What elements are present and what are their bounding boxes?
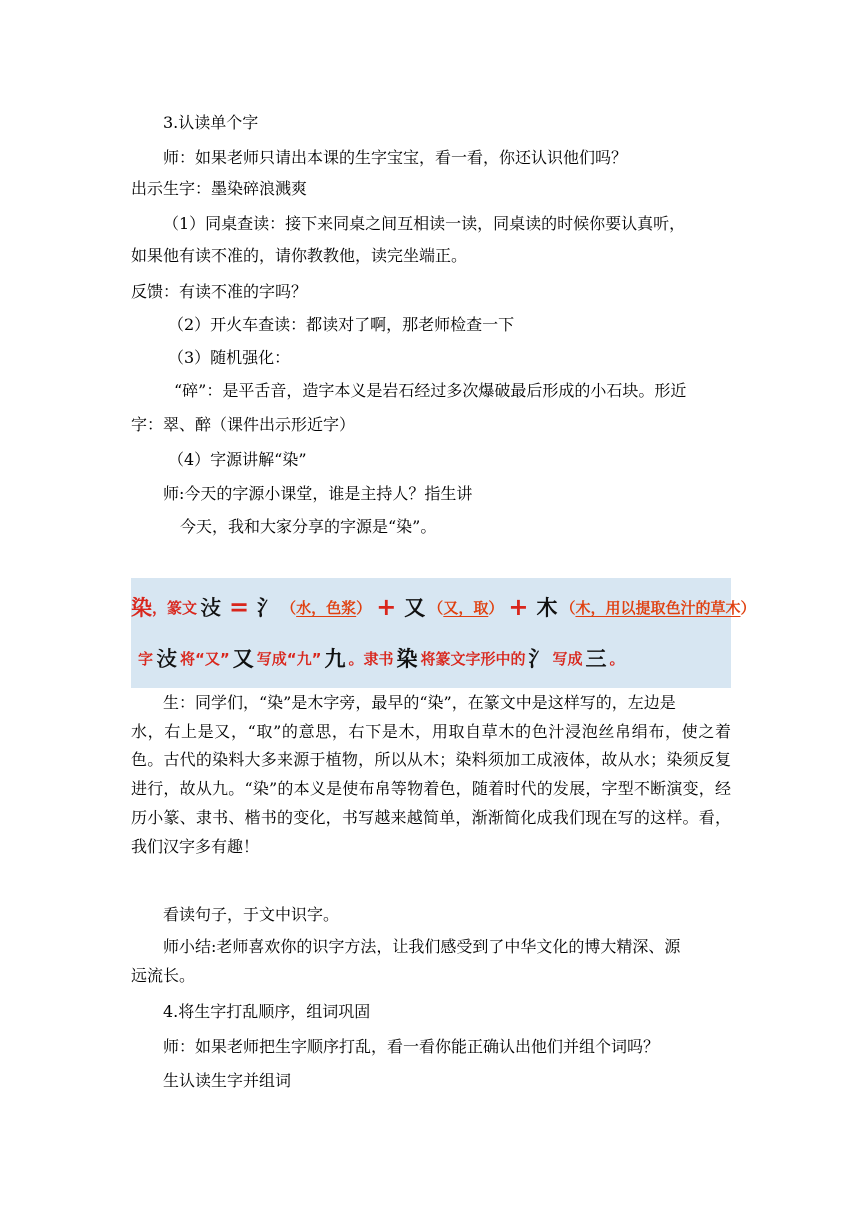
paren-close: ） (356, 598, 372, 617)
seal-glyph-water: 氵 (528, 646, 550, 671)
teacher-line-intro: 师：如果老师只请出本课的生字宝宝，看一看，你还认识他们吗？ (163, 148, 628, 167)
student-explanation-paragraph (131, 689, 731, 861)
teacher-shuffle-question: 师：如果老师把生字顺序打乱，看一看你能正确认出他们并组个词吗？ (163, 1037, 660, 1056)
figure-zhuanwen-label: 篆文 (167, 598, 198, 617)
plus-sign: + (508, 593, 529, 621)
figure-you-gloss: 又，取 (443, 598, 489, 617)
read-sentences-line: 看读句子，于文中识字。 (163, 905, 340, 924)
student-paragraph-body: 水，右上是又，“取”的意思，右下是木，用取自草木的色汁浸泡丝帛绢布，使之着色。古代的染料大多来源于植物，所以从木；染料须加工成液体，故从水；染须反复进行，故从九。“染”的本义是使布帛等物着色，随着时代的发展，字型不断演变，经历小篆、隶书、楷书的变化，书写越来越简单，渐渐简化成我们现在写的这样。看，我们汉字多有趣！ (131, 721, 731, 856)
teacher-summary-cont: 远流长。 (131, 965, 196, 985)
figure-char-ran: 染 (131, 596, 152, 620)
figure-text: 将“又” (180, 649, 230, 668)
seal-glyph-mu: 木 (536, 595, 558, 620)
feedback-line: 反馈：有读不准的字吗？ (131, 282, 308, 301)
teacher-origin-class: 师:今天的字源小课堂，谁是主持人？指生讲 (163, 484, 473, 503)
step4-character-origin: （4）字源讲解“染” (168, 450, 307, 469)
show-new-characters: 出示生字：墨染碎浪溅爽 (131, 179, 308, 198)
teacher-summary-paragraph (131, 933, 731, 990)
step1-deskmate-read-cont: 如果他有读不准的，请你教教他，读完坐端正。 (131, 246, 468, 265)
seal-glyph-you: 又 (404, 595, 426, 620)
figure-text: 写成 (552, 649, 583, 668)
figure-row-evolution (131, 643, 731, 673)
figure-row-composition (131, 592, 756, 622)
figure-text: 。隶书 (348, 649, 394, 668)
ran-etymology-figure (131, 578, 756, 688)
figure-comma: ， (152, 598, 168, 617)
seal-glyph-ran: 𣲏 (200, 595, 222, 620)
sui-explanation-cont: 字：翠、醉（课件出示形近字） (131, 415, 356, 434)
step3-reinforce: （3）随机强化： (168, 348, 291, 367)
clerical-glyph-san: 三 (585, 646, 607, 671)
teacher-summary-first-line: 师小结:老师喜欢你的识字方法，让我们感受到了中华文化的博大精深、源 (163, 937, 681, 956)
sui-explanation: “碎”：是平舌音，造字本义是岩石经过多次爆破最后形成的小石块。形近 (174, 381, 687, 400)
paren-open: （ (428, 598, 444, 617)
figure-text: 将篆文字形中的 (420, 649, 526, 668)
figure-zi-label: 字 (138, 649, 154, 668)
paren-open: （ (281, 598, 297, 617)
heading-shuffle-order: 4.将生字打乱顺序，组词巩固 (163, 1002, 371, 1021)
today-share-line: 今天，我和大家分享的字源是“染”。 (180, 517, 437, 536)
figure-water-gloss: 水，色浆 (296, 598, 357, 617)
step1-deskmate-read: （1）同桌查读：接下来同桌之间互相读一读，同桌读的时候你要认真听， (163, 214, 686, 233)
seal-glyph-ran: 𣲏 (156, 646, 178, 671)
paren-open: （ (560, 598, 576, 617)
plus-sign: + (376, 593, 397, 621)
clerical-glyph-ran: 染 (396, 646, 418, 671)
figure-text: 。 (609, 649, 625, 668)
seal-glyph-jiu: 九 (324, 646, 346, 671)
paren-close: ） (488, 598, 504, 617)
student-paragraph-first-line: 生：同学们，“染”是木字旁，最早的“染”，在篆文中是这样写的，左边是 (163, 693, 676, 712)
figure-mu-gloss: 木，用以提取色汁的草木 (575, 598, 741, 617)
heading-recognize-single-chars: 3.认读单个字 (163, 113, 259, 132)
seal-glyph-you: 又 (232, 646, 254, 671)
step2-train-read: （2）开火车查读：都读对了啊，那老师检查一下 (168, 315, 515, 334)
students-read-and-form-words: 生认读生字并组词 (163, 1071, 292, 1090)
figure-text: 写成“九” (256, 649, 322, 668)
equals-sign: = (229, 593, 250, 621)
paren-close: ） (740, 598, 756, 617)
seal-glyph-water: 氵 (257, 595, 279, 620)
